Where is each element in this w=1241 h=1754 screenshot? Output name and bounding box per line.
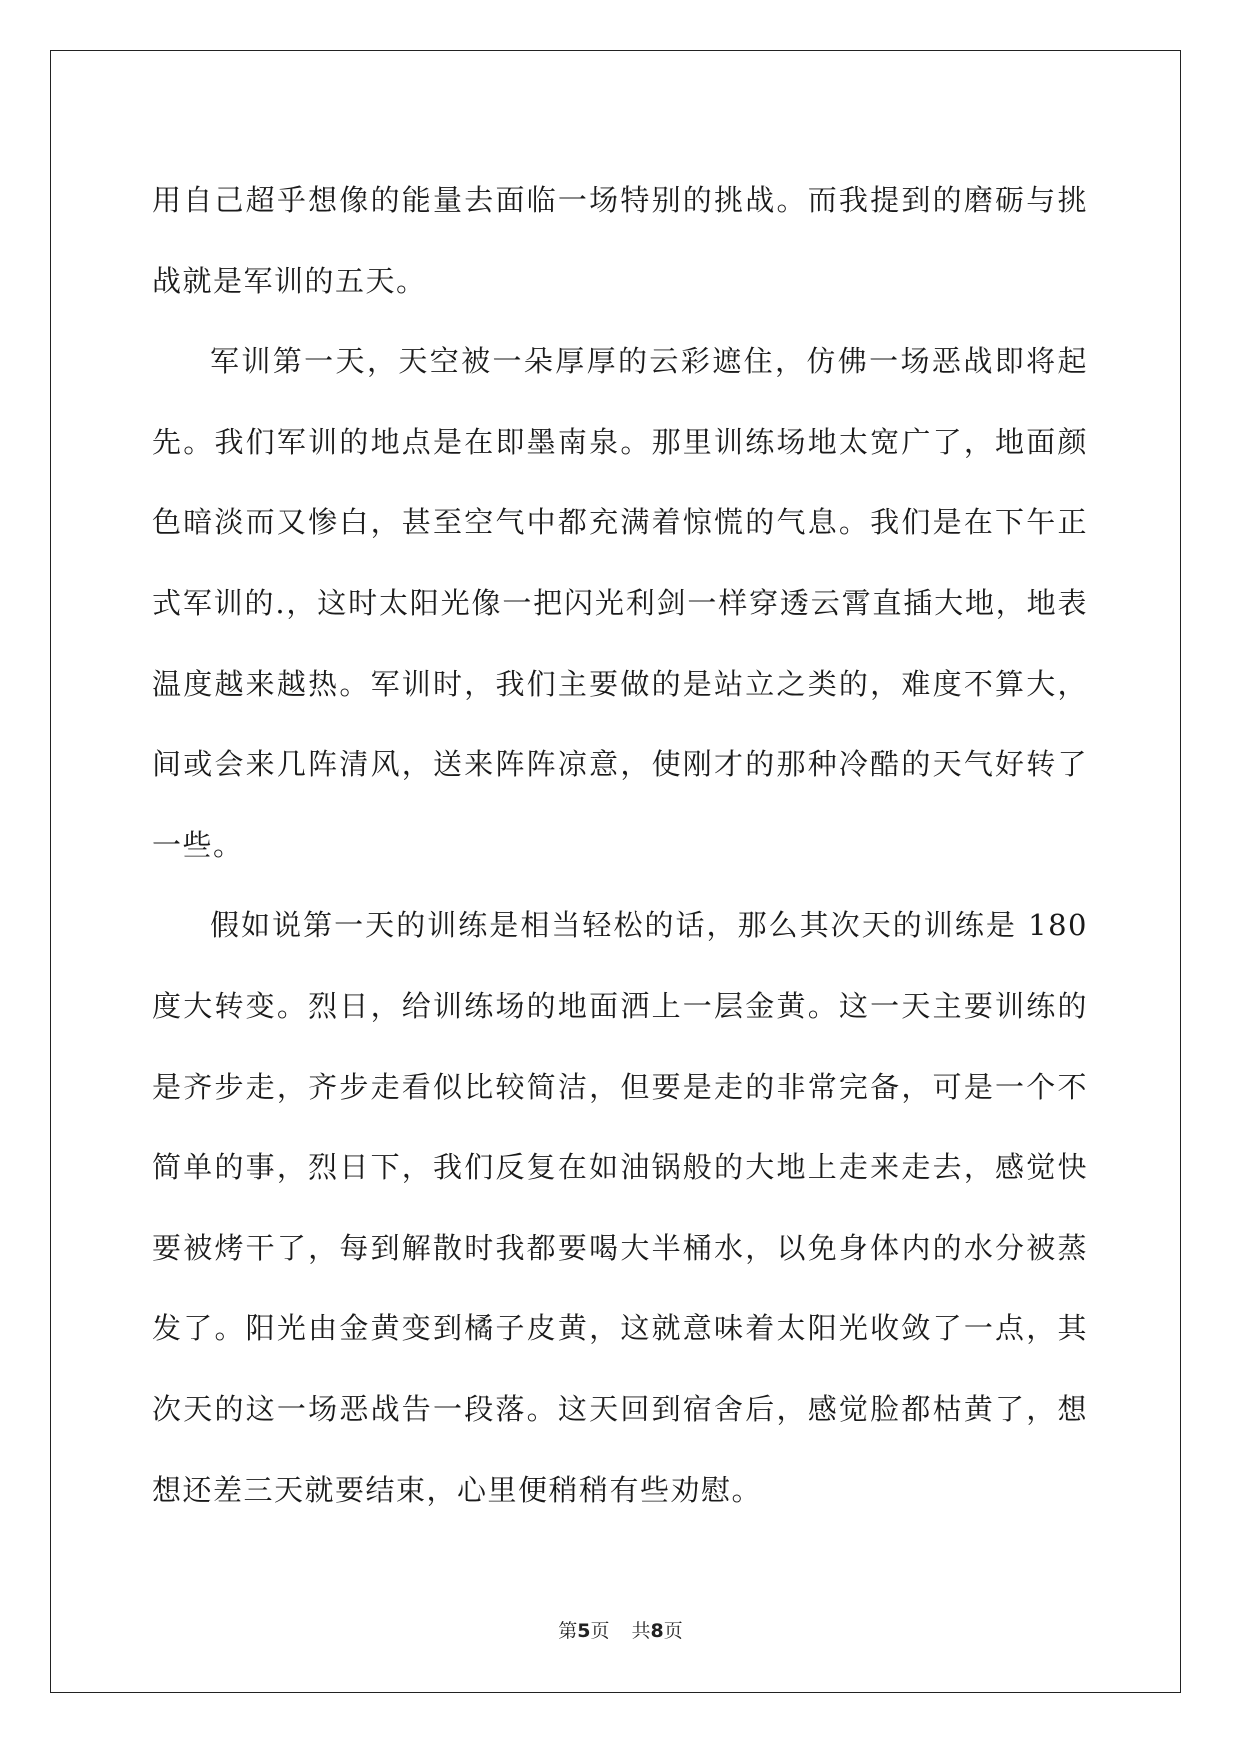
total-pages: 8 xyxy=(650,1620,664,1642)
paragraph-2: 军训第一天，天空被一朵厚厚的云彩遮住，仿佛一场恶战即将起先。我们军训的地点是在即墨南泉。那里训练场地太宽广了，地面颜色暗淡而又惨白，甚至空气中都充满着惊慌的气息。我们是在下午正式军训的.，这时太阳光像一把闪光利剑一样穿透云霄直插大地，地表温度越来越热。军训时，我们主要做的是站立之类的，难度不算大，间或会来几阵清风，送来阵阵凉意，使刚才的那种冷酷的天气好转了一些。 xyxy=(152,344,1088,862)
page-footer xyxy=(0,1616,1241,1643)
total-prefix: 共 xyxy=(631,1620,651,1642)
page-suffix: 页 xyxy=(590,1620,610,1642)
document-body xyxy=(152,160,1088,1530)
paragraph-3: 假如说第一天的训练是相当轻松的话，那么其次天的训练是 180 度大转变。烈日，给训练场的地面洒上一层金黄。这一天主要训练的是齐步走，齐步走看似比较简洁，但要是走的非常完备，可是一个不简单的事，烈日下，我们反复在如油锅般的大地上走来走去，感觉快要被烤干了，每到解散时我都要喝大半桶水，以免身体内的水分被蒸发了。阳光由金黄变到橘子皮黄，这就意味着太阳光收敛了一点，其次天的这一场恶战告一段落。这天回到宿舍后，感觉脸都枯黄了，想想还差三天就要结束，心里便稍稍有些劝慰。 xyxy=(152,908,1088,1507)
total-suffix: 页 xyxy=(663,1620,683,1642)
paragraph-1: 用自己超乎想像的能量去面临一场特别的挑战。而我提到的磨砺与挑战就是军训的五天。 xyxy=(152,183,1088,298)
page-prefix: 第 xyxy=(558,1620,578,1642)
page-number: 5 xyxy=(577,1620,591,1642)
